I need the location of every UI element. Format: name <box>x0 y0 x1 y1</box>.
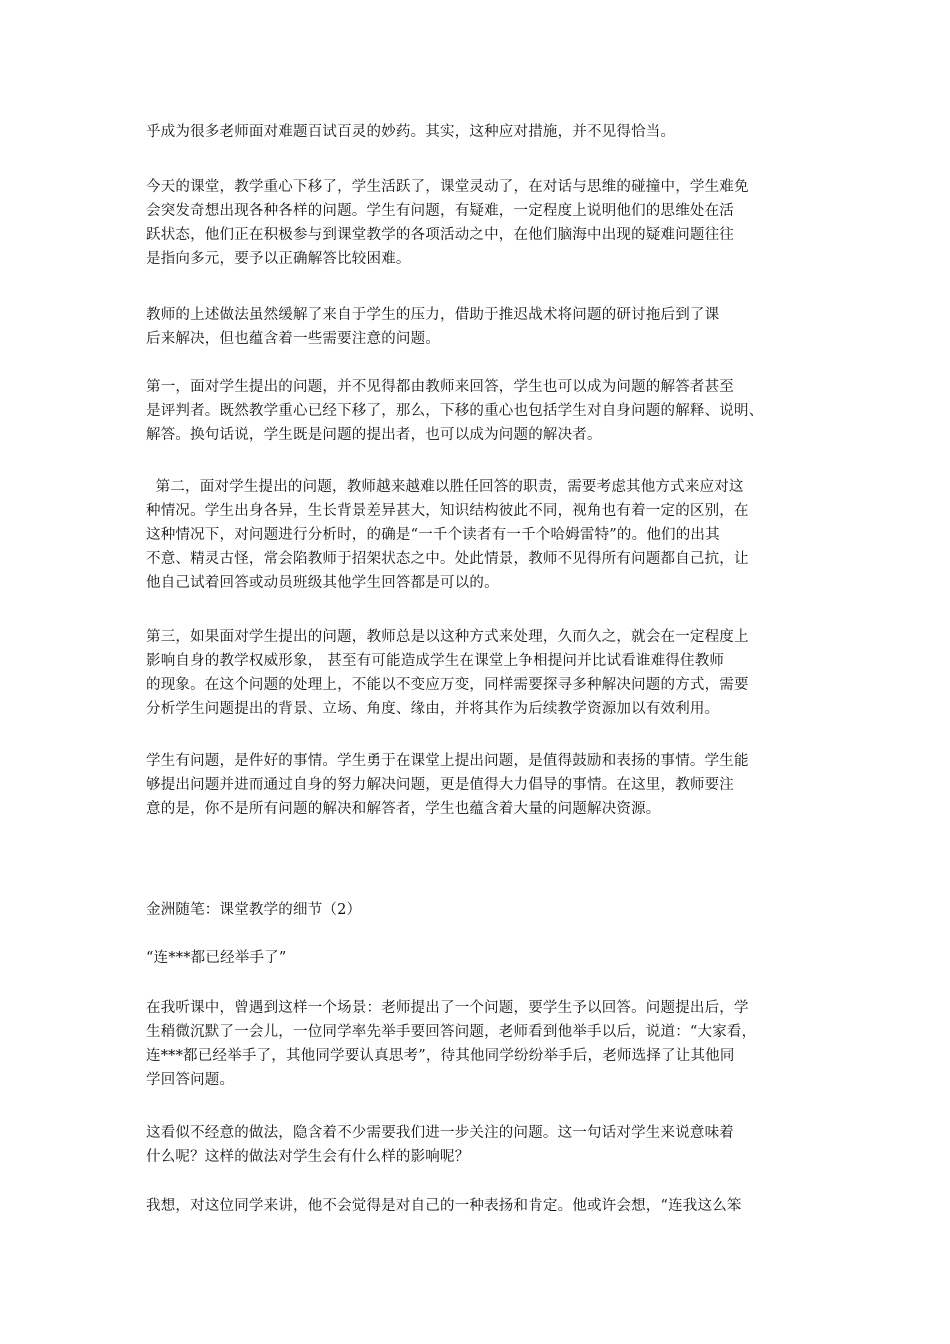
heading-line: 金洲随笔：课堂教学的细节（2） <box>146 902 362 918</box>
paragraph-line: 分析学生问题提出的背景、立场、角度、缘由，并将其作为后续教学资源加以有效利用。 <box>146 701 720 717</box>
paragraph-line: 种情况。学生出身各异，生长背景差异甚大，知识结构彼此不同，视角也有着一定的区别，在 <box>146 503 749 519</box>
paragraph-line: 影响自身的教学权威形象， 甚至有可能造成学生在课堂上争相提问并比试看谁难得住教师 <box>146 653 725 669</box>
paragraph-reflection <box>146 1121 818 1169</box>
paragraph-point-two <box>146 475 818 595</box>
section-subtitle <box>146 946 818 970</box>
paragraph-line: 第一，面对学生提出的问题，并不见得都由教师来回答，学生也可以成为问题的解答者甚至 <box>146 379 734 395</box>
paragraph-line: 会突发奇想出现各种各样的问题。学生有问题，有疑难，一定程度上说明他们的思维处在活 <box>146 203 734 219</box>
section-heading <box>146 898 818 922</box>
paragraph-line: 是评判者。既然教学重心已经下移了，那么，下移的重心也包括学生对自身问题的解释、说明、 <box>146 403 764 419</box>
paragraph-line: 不意、精灵古怪，常会陷教师于招架状态之中。处此情景，教师不见得所有问题都自己抗，让 <box>146 551 749 567</box>
paragraph-line: 跃状态，他们正在积极参与到课堂教学的各项活动之中，在他们脑海中出现的疑难问题往往 <box>146 227 734 243</box>
paragraph-student-view <box>146 1194 818 1218</box>
paragraph-teacher-approach <box>146 303 818 351</box>
paragraph-line: 我想，对这位同学来讲，他不会觉得是对自己的一种表扬和肯定。他或许会想，“连我这么笨 <box>146 1198 742 1214</box>
paragraph-line: 解答。换句话说，学生既是问题的提出者，也可以成为问题的解决者。 <box>146 427 602 443</box>
subtitle-line: “连***都已经举手了” <box>146 950 287 966</box>
paragraph-point-three <box>146 625 818 721</box>
paragraph-point-one <box>146 375 818 447</box>
paragraph-line: 第二，面对学生提出的问题，教师越来越难以胜任回答的职责，需要考虑其他方式来应对这 <box>146 479 744 495</box>
paragraph-line: 教师的上述做法虽然缓解了来自于学生的压力，借助于推迟战术将问题的研讨拖后到了课 <box>146 307 720 323</box>
paragraph-line: 够提出问题并进而通过自身的努力解决问题，更是值得大力倡导的事情。在这里，教师要注 <box>146 777 734 793</box>
paragraph-line: 连***都已经举手了，其他同学要认真思考”，待其他同学纷纷举手后，老师选择了让其他同 <box>146 1048 735 1064</box>
paragraph-line: 第三，如果面对学生提出的问题，教师总是以这种方式来处理，久而久之，就会在一定程度上 <box>146 629 749 645</box>
paragraph-line: 意的是，你不是所有问题的解决和解答者，学生也蕴含着大量的问题解决资源。 <box>146 801 661 817</box>
paragraph-intro-continuation <box>146 120 818 144</box>
paragraph-line: 学生有问题，是件好的事情。学生勇于在课堂上提出问题，是值得鼓励和表扬的事情。学生能 <box>146 753 749 769</box>
paragraph-line: 这种情况下，对问题进行分析时，的确是“一千个读者有一千个哈姆雷特”的。他们的出其 <box>146 527 720 543</box>
paragraph-line: 后来解决，但也蕴含着一些需要注意的问题。 <box>146 331 440 347</box>
paragraph-line: 是指向多元，要予以正确解答比较困难。 <box>146 251 411 267</box>
paragraph-line: 今天的课堂，教学重心下移了，学生活跃了，课堂灵动了，在对话与思维的碰撞中，学生难免 <box>146 179 749 195</box>
paragraph-line: 在我听课中，曾遇到这样一个场景：老师提出了一个问题，要学生予以回答。问题提出后，学 <box>146 1000 749 1016</box>
paragraph-line: 这看似不经意的做法，隐含着不少需要我们进一步关注的问题。这一句话对学生来说意味着 <box>146 1125 734 1141</box>
paragraph-line: 生稍微沉默了一会儿，一位同学率先举手要回答问题，老师看到他举手以后，说道：“大家看， <box>146 1024 757 1040</box>
paragraph-scene <box>146 996 818 1092</box>
paragraph-conclusion <box>146 749 818 821</box>
paragraph-line: 学回答问题。 <box>146 1072 235 1088</box>
paragraph-classroom-today <box>146 175 818 271</box>
paragraph-line: 什么呢？这样的做法对学生会有什么样的影响呢？ <box>146 1149 470 1165</box>
paragraph-line: 他自己试着回答或动员班级其他学生回答都是可以的。 <box>146 575 499 591</box>
paragraph-line: 乎成为很多老师面对难题百试百灵的妙药。其实，这种应对措施，并不见得恰当。 <box>146 124 676 140</box>
paragraph-line: 的现象。在这个问题的处理上，不能以不变应万变，同样需要探寻多种解决问题的方式，需要 <box>146 677 749 693</box>
